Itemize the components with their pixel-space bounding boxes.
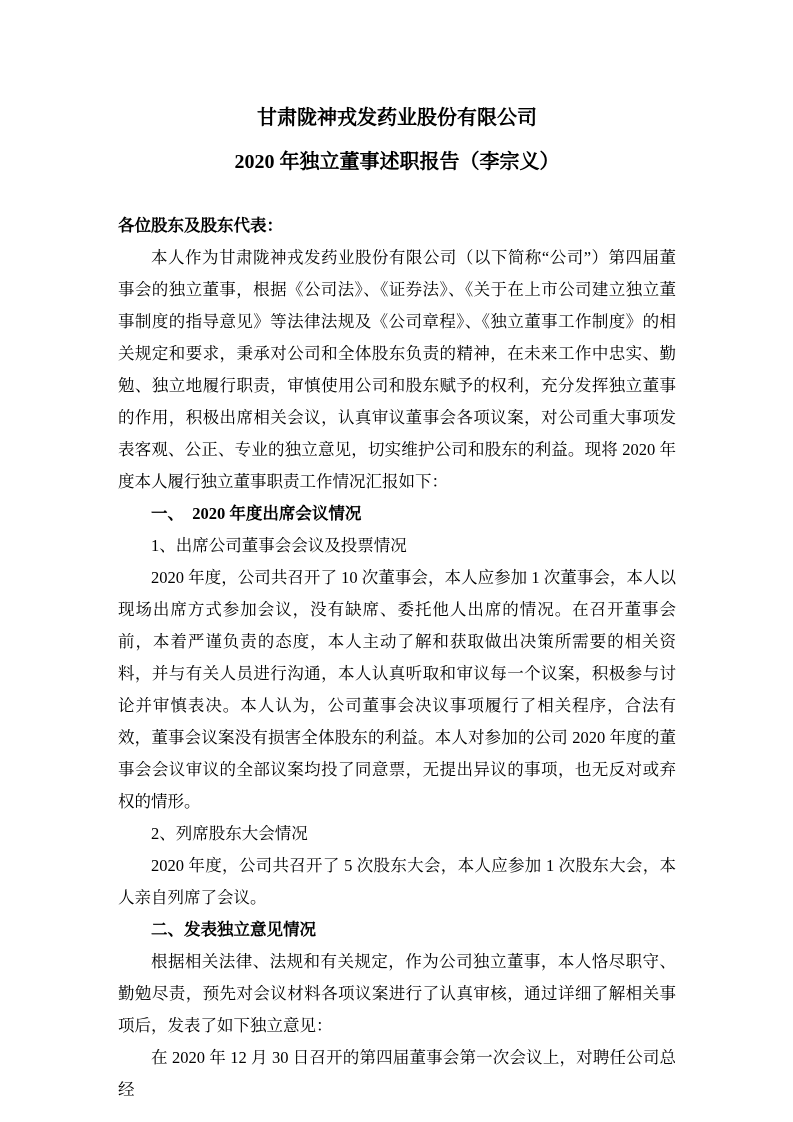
salutation: 各位股东及股东代表： <box>118 216 283 235</box>
intro-paragraph: 本人作为甘肃陇神戎发药业股份有限公司（以下简称“公司”）第四届董事会的独立董事，根据《公司法》、《证券法》、《关于在上市公司建立独立董事制度的指导意见》等法律法规及《公司章程》、《独立董事工作制度》的相关规定和要求，秉承对公司和全体股东负责的精神，在未来工作中忠实、勤勉、独立地履行职责，审慎使用公司和股东赋予的权利，充分发挥独立董事的作用，积极出席相关会议，认真审议董事会各项议案，对公司重大事项发表客观、公正、专业的独立意见，切实维护公司和股东的利益。现将 2020 年度本人履行独立董事职责工作情况汇报如下： <box>118 248 676 491</box>
document-subtitle: 2020 年独立董事述职报告（李宗义） <box>234 151 560 173</box>
section1-item1-paragraph: 2020 年度，公司共召开了 10 次董事会，本人应参加 1 次董事会，本人以现场出席方式参加会议，没有缺席、委托他人出席的情况。在召开董事会前，本着严谨负责的态度，本人主动了解和获取做出决策所需要的相关资料，并与有关人员进行沟通，本人认真听取和审议每一个议案，积极参与讨论并审慎表决。本人认为，公司董事会决议事项履行了相关程序，合法有效，董事会议案没有损害全体股东的利益。本人对参加的公司 2020 年度的董事会会议审议的全部议案均投了同意票，无提出异议的事项，也无反对或弃权的情形。 <box>118 568 676 811</box>
section2-paragraph2: 在 2020 年 12 月 30 日召开的第四届董事会第一次会议上，对聘任公司总经 <box>118 1048 676 1099</box>
section1-item2-paragraph: 2020 年度，公司共召开了 5 次股东大会，本人应参加 1 次股东大会，本人亲自列席了会议。 <box>118 856 676 907</box>
document-title: 甘肃陇神戎发药业股份有限公司 <box>257 107 537 129</box>
section1-item1-heading: 1、出席公司董事会会议及投票情况 <box>151 536 407 555</box>
section2-paragraph1: 根据相关法律、法规和有关规定，作为公司独立董事，本人恪尽职守、勤勉尽责，预先对会议材料各项议案进行了认真审核，通过详细了解相关事项后，发表了如下独立意见： <box>118 952 676 1035</box>
section1-item2-heading: 2、列席股东大会情况 <box>151 824 308 843</box>
section1-heading: 一、 2020 年度出席会议情况 <box>151 504 362 523</box>
document-body <box>118 210 676 1106</box>
section2-heading: 二、发表独立意见情况 <box>151 920 316 939</box>
